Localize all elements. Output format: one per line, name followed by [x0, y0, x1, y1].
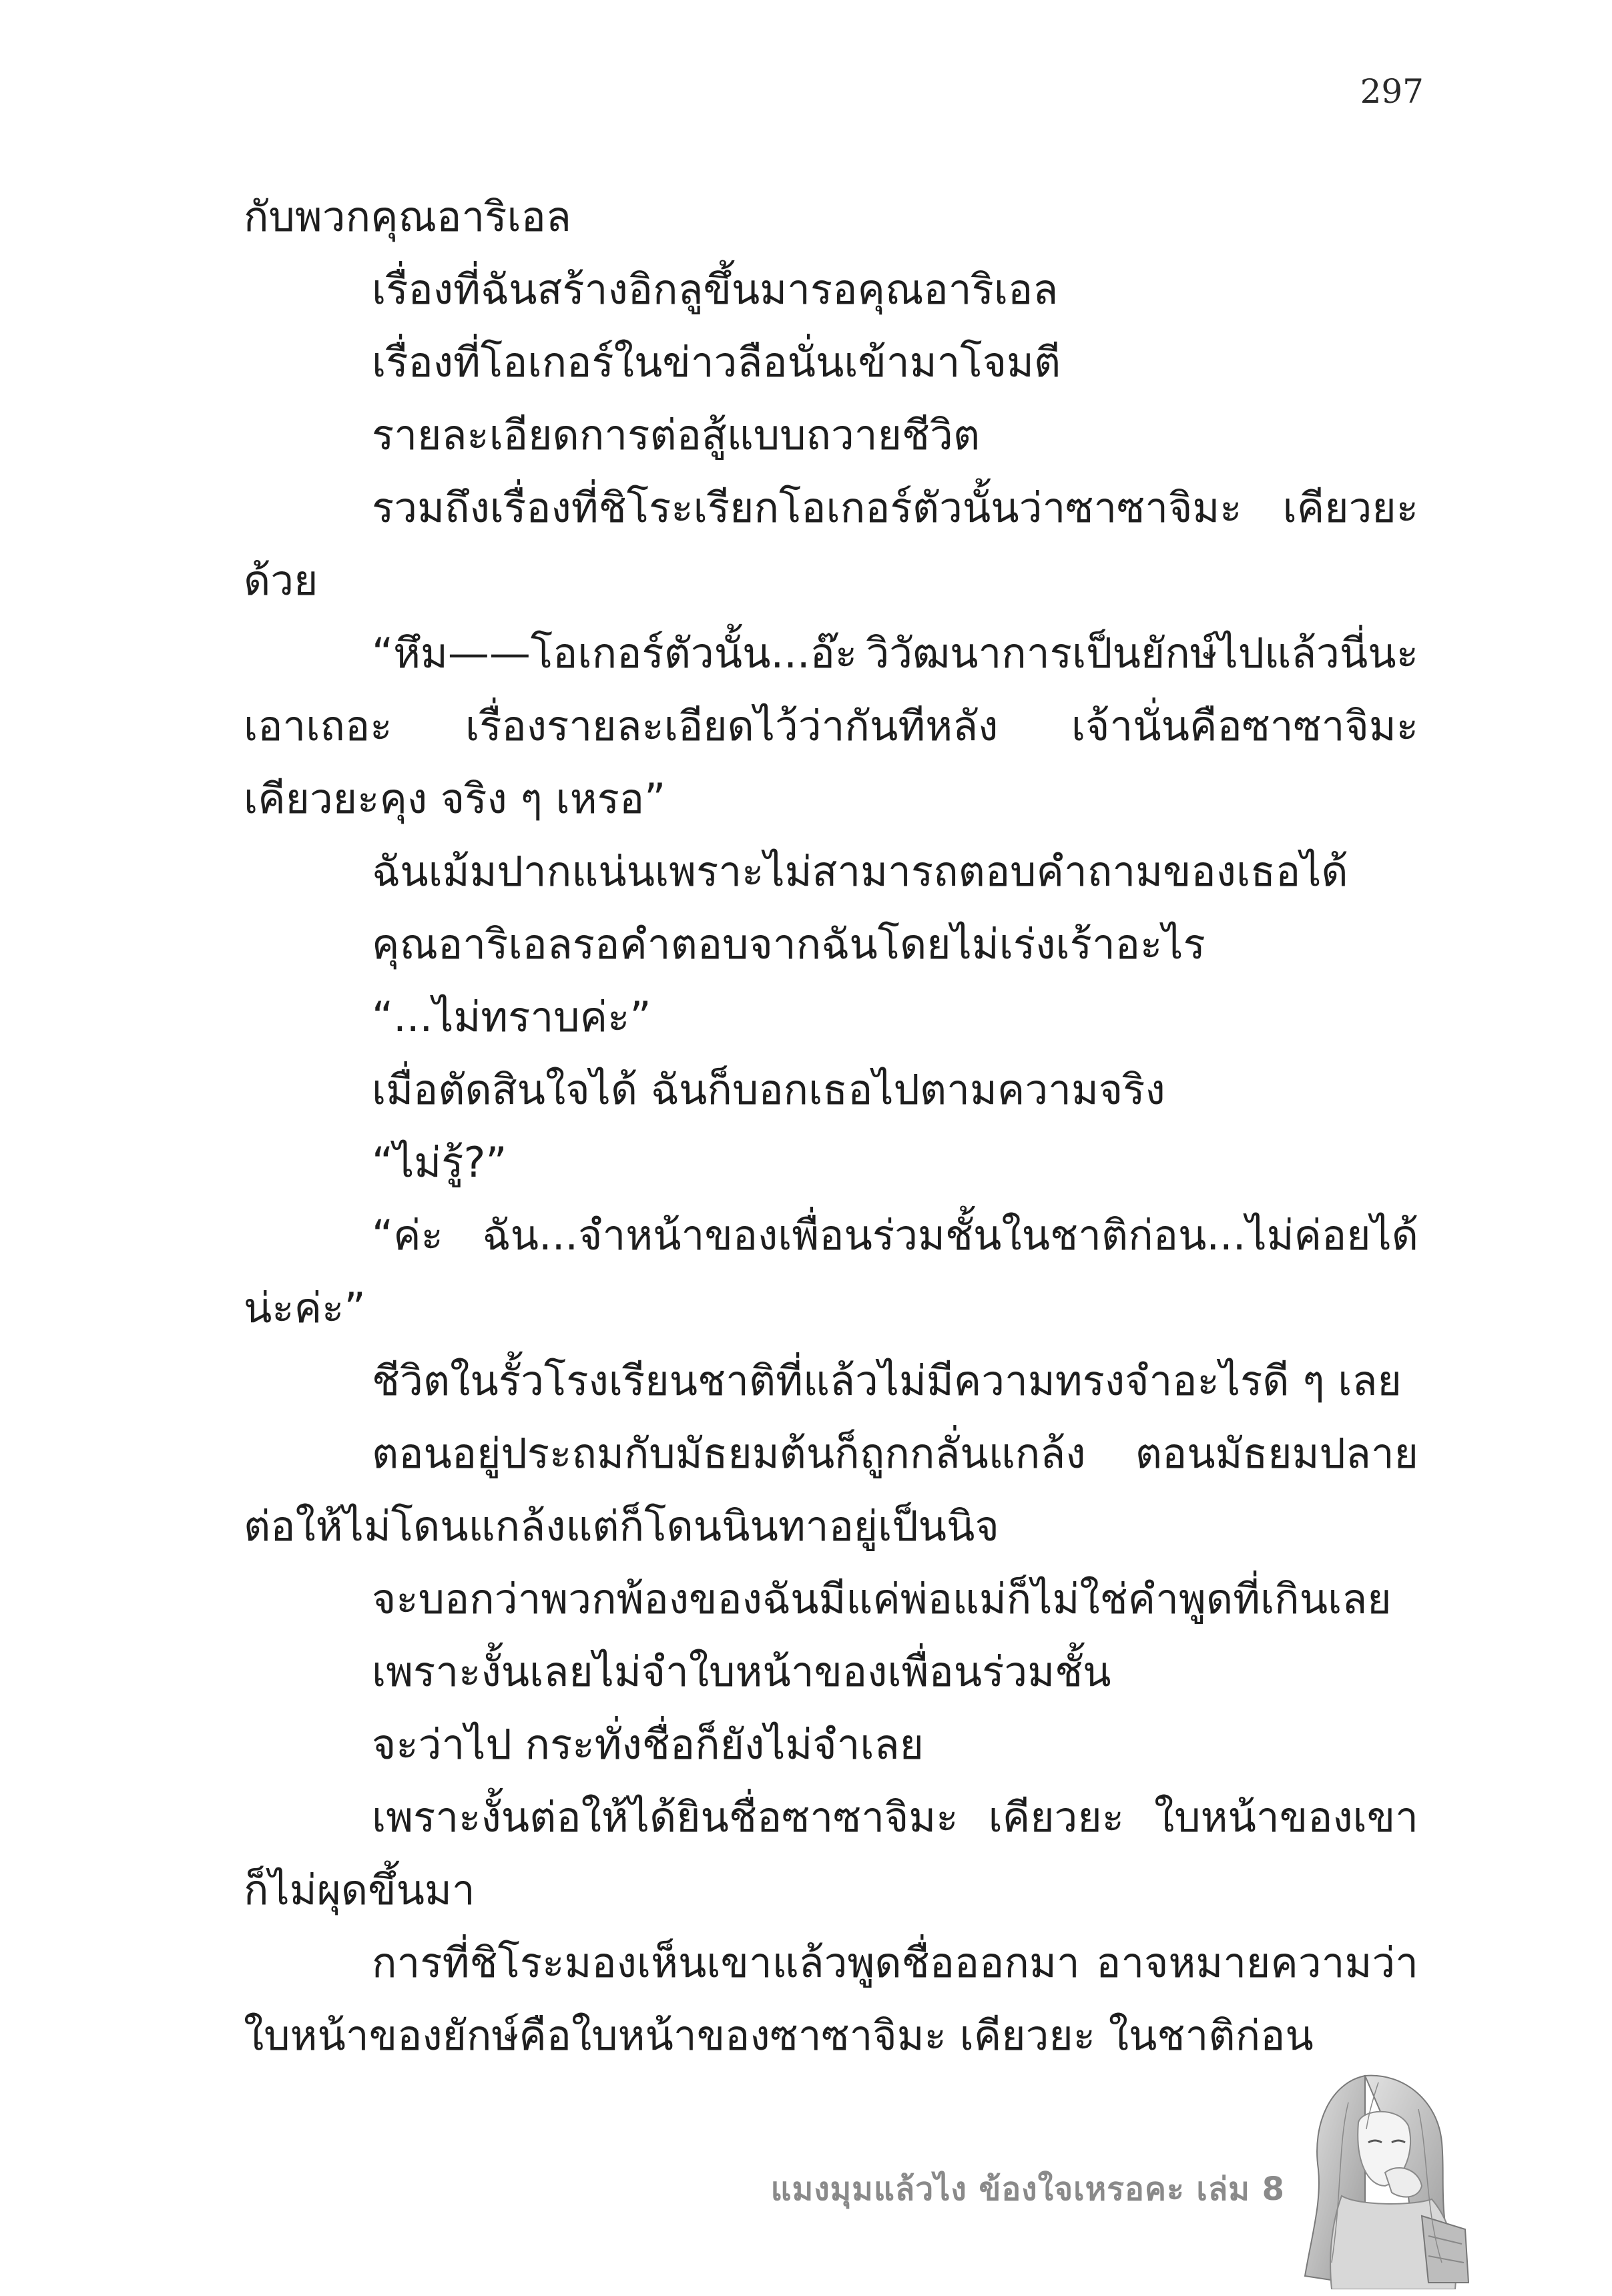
text-line: [244, 1562, 1418, 1635]
body-text: [244, 180, 1418, 2072]
page-number: 297: [1360, 72, 1424, 111]
text-word: จะบอกว่าพวกพ้องของฉันมีแค่พ่อแม่ก็ไม่ใช่คำพูดที่เกินเลย: [372, 1574, 1392, 1623]
text-word: วิวัฒนาการเป็นยักษ์ไปแล้วนี่นะ: [866, 629, 1418, 677]
text-line: “...ไม่ทราบค่ะ”: [372, 992, 651, 1041]
text-line: เรื่องที่ฉันสร้างอิกลูขึ้นมารอคุณอาริเอล: [372, 265, 1059, 314]
text-word: ฉัน...จำหน้าของเพื่อนร่วมชั้นในชาติก่อน...ไม่ค่อยได้: [482, 1211, 1418, 1259]
text-word: รวมถึงเรื่องที่ชิโระเรียกโอเกอร์ตัวนั้นว่าซาซาจิมะ: [372, 483, 1242, 532]
text-line: [244, 1417, 1418, 1490]
text-word: เจ้านั่นคือซาซาจิมะ: [1071, 701, 1418, 750]
text-line: เรื่องที่โอเกอร์ในข่าวลือนั่นเข้ามาโจมตี: [372, 338, 1061, 386]
text-word: เอาเถอะ: [244, 701, 392, 750]
text-line: [244, 617, 1418, 689]
text-line: [244, 1781, 1418, 1853]
text-line: [244, 471, 1418, 544]
text-word: การที่ชิโระมองเห็นเขาแล้วพูดชื่อออกมา: [372, 1938, 1080, 1987]
text-word: “ค่ะ: [372, 1211, 443, 1259]
text-word: เรื่องรายละเอียดไว้ว่ากันทีหลัง: [465, 701, 999, 750]
text-line: เพราะงั้นเลยไม่จำใบหน้าของเพื่อนร่วมชั้น: [372, 1647, 1111, 1696]
text-line: คุณอาริเอลรอคำตอบจากฉันโดยไม่เร่งเร้าอะไร: [372, 920, 1205, 968]
text-line: ต่อให้ไม่โดนแกล้งแต่ก็โดนนินทาอยู่เป็นนิจ: [244, 1502, 999, 1550]
character-illustration: [1285, 2062, 1485, 2289]
text-line: ก็ไม่ผุดขึ้นมา: [244, 1866, 475, 1914]
text-word: ตอนอยู่ประถมกับมัธยมต้นก็ถูกกลั่นแกล้ง: [372, 1429, 1086, 1478]
text-word: เคียวยะ: [988, 1793, 1124, 1841]
text-line: เคียวยะคุง จริง ๆ เหรอ”: [244, 774, 666, 823]
text-line: ฉันเม้มปากแน่นเพราะไม่สามารถตอบคำถามของเธอได้: [372, 847, 1348, 896]
text-word: อาจหมายความว่า: [1096, 1938, 1418, 1987]
text-line: [244, 1199, 1418, 1271]
text-word: ตอนมัธยมปลาย: [1135, 1429, 1418, 1478]
text-line: “ไม่รู้?”: [372, 1138, 507, 1187]
text-line: เมื่อตัดสินใจได้ ฉันก็บอกเธอไปตามความจริง: [372, 1065, 1165, 1114]
text-line: กับพวกคุณอาริเอล: [244, 192, 571, 241]
text-line: จะว่าไป กระทั่งชื่อก็ยังไม่จำเลย: [372, 1720, 924, 1769]
text-line: [244, 689, 1418, 762]
text-word: “หึม——โอเกอร์ตัวนั้น...อ๊ะ: [372, 629, 858, 677]
book-title: แมงมุมแล้วไง ข้องใจเหรอคะ เล่ม 8: [770, 2171, 1285, 2208]
text-line: รายละเอียดการต่อสู้แบบถวายชีวิต: [372, 410, 981, 459]
text-line: น่ะค่ะ”: [244, 1283, 366, 1332]
text-line: [244, 1926, 1418, 1999]
text-line: ใบหน้าของยักษ์คือใบหน้าของซาซาจิมะ เคียวยะ ในชาติก่อน: [244, 2011, 1314, 2060]
text-word: เพราะงั้นต่อให้ได้ยินชื่อซาซาจิมะ: [372, 1793, 959, 1841]
text-line: ชีวิตในรั้วโรงเรียนชาติที่แล้วไม่มีความทรงจำอะไรดี ๆ เลย: [372, 1356, 1402, 1405]
text-line: ด้วย: [244, 556, 318, 605]
page-footer: [0, 2136, 1612, 2296]
text-word: ใบหน้าของเขา: [1154, 1793, 1418, 1841]
text-word: เคียวยะ: [1282, 483, 1418, 532]
